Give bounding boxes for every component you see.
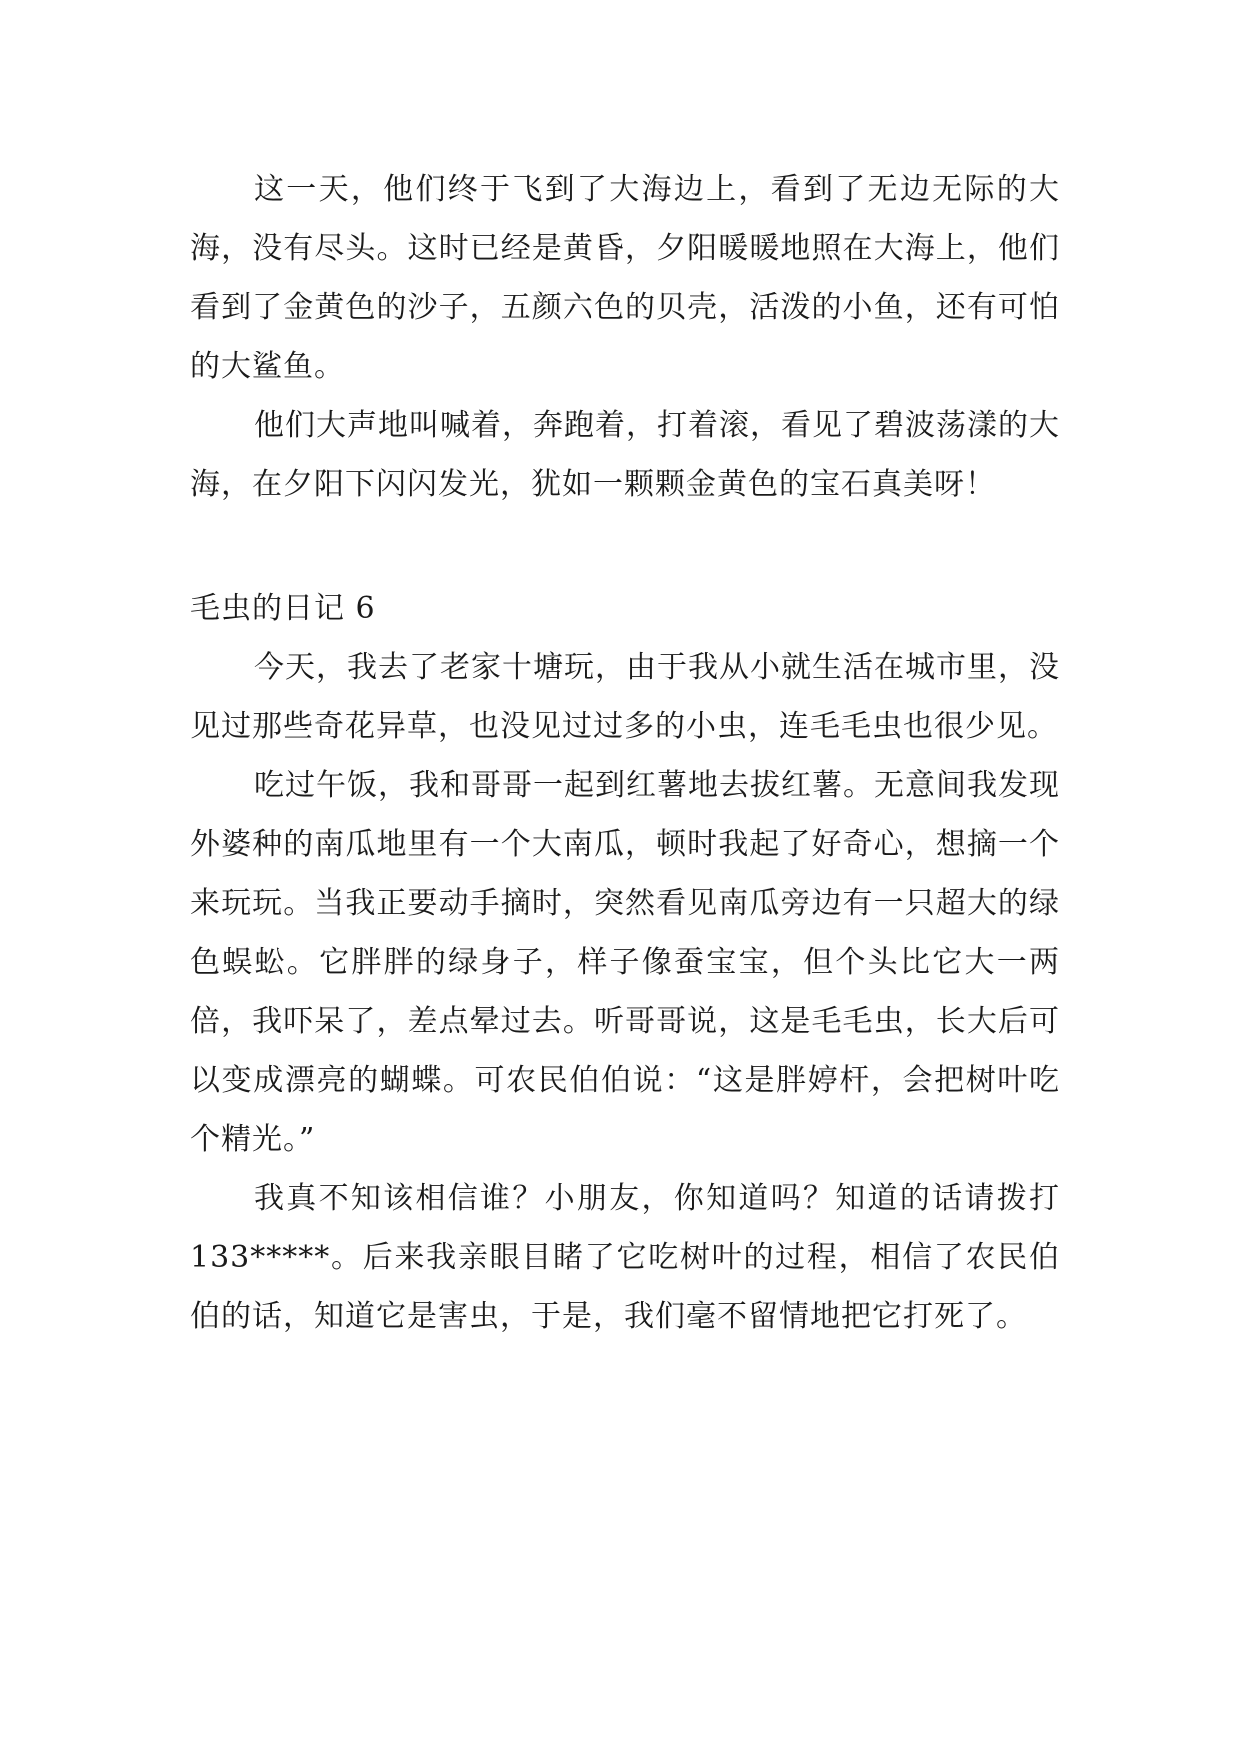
paragraph: 吃过午饭，我和哥哥一起到红薯地去拔红薯。无意间我发现外婆种的南瓜地里有一个大南瓜，顿时我起了好奇心，想摘一个来玩玩。当我正要动手摘时，突然看见南瓜旁边有一只超大的绿色蜈蚣。它胖胖的绿身子，样子像蚕宝宝，但个头比它大一两倍，我吓呆了，差点晕过去。听哥哥说，这是毛毛虫，长大后可以变成漂亮的蝴蝶。可农民伯伯说：“这是胖婷杆，会把树叶吃个精光。” xyxy=(190,768,1060,1157)
paragraph: 他们大声地叫喊着，奔跑着，打着滚，看见了碧波荡漾的大海，在夕阳下闪闪发光，犹如一颗颗金黄色的宝石真美呀！ xyxy=(190,408,1060,502)
paragraph: 今天，我去了老家十塘玩，由于我从小就生活在城市里，没见过那些奇花异草，也没见过过多的小虫，连毛毛虫也很少见。 xyxy=(190,650,1060,744)
paragraph: 我真不知该相信谁？小朋友，你知道吗？知道的话请拨打 133*****。后来我亲眼目睹了它吃树叶的过程，相信了农民伯伯的话，知道它是害虫，于是，我们毫不留情地把它打死了。 xyxy=(190,1181,1060,1334)
section-title: 毛虫的日记 6 xyxy=(190,591,376,626)
section-gap xyxy=(190,514,1060,579)
paragraph: 这一天，他们终于飞到了大海边上，看到了无边无际的大海，没有尽头。这时已经是黄昏，夕阳暖暖地照在大海上，他们看到了金黄色的沙子，五颜六色的贝壳，活泼的小鱼，还有可怕的大鲨鱼。 xyxy=(190,172,1060,384)
document-body xyxy=(190,160,1060,1346)
